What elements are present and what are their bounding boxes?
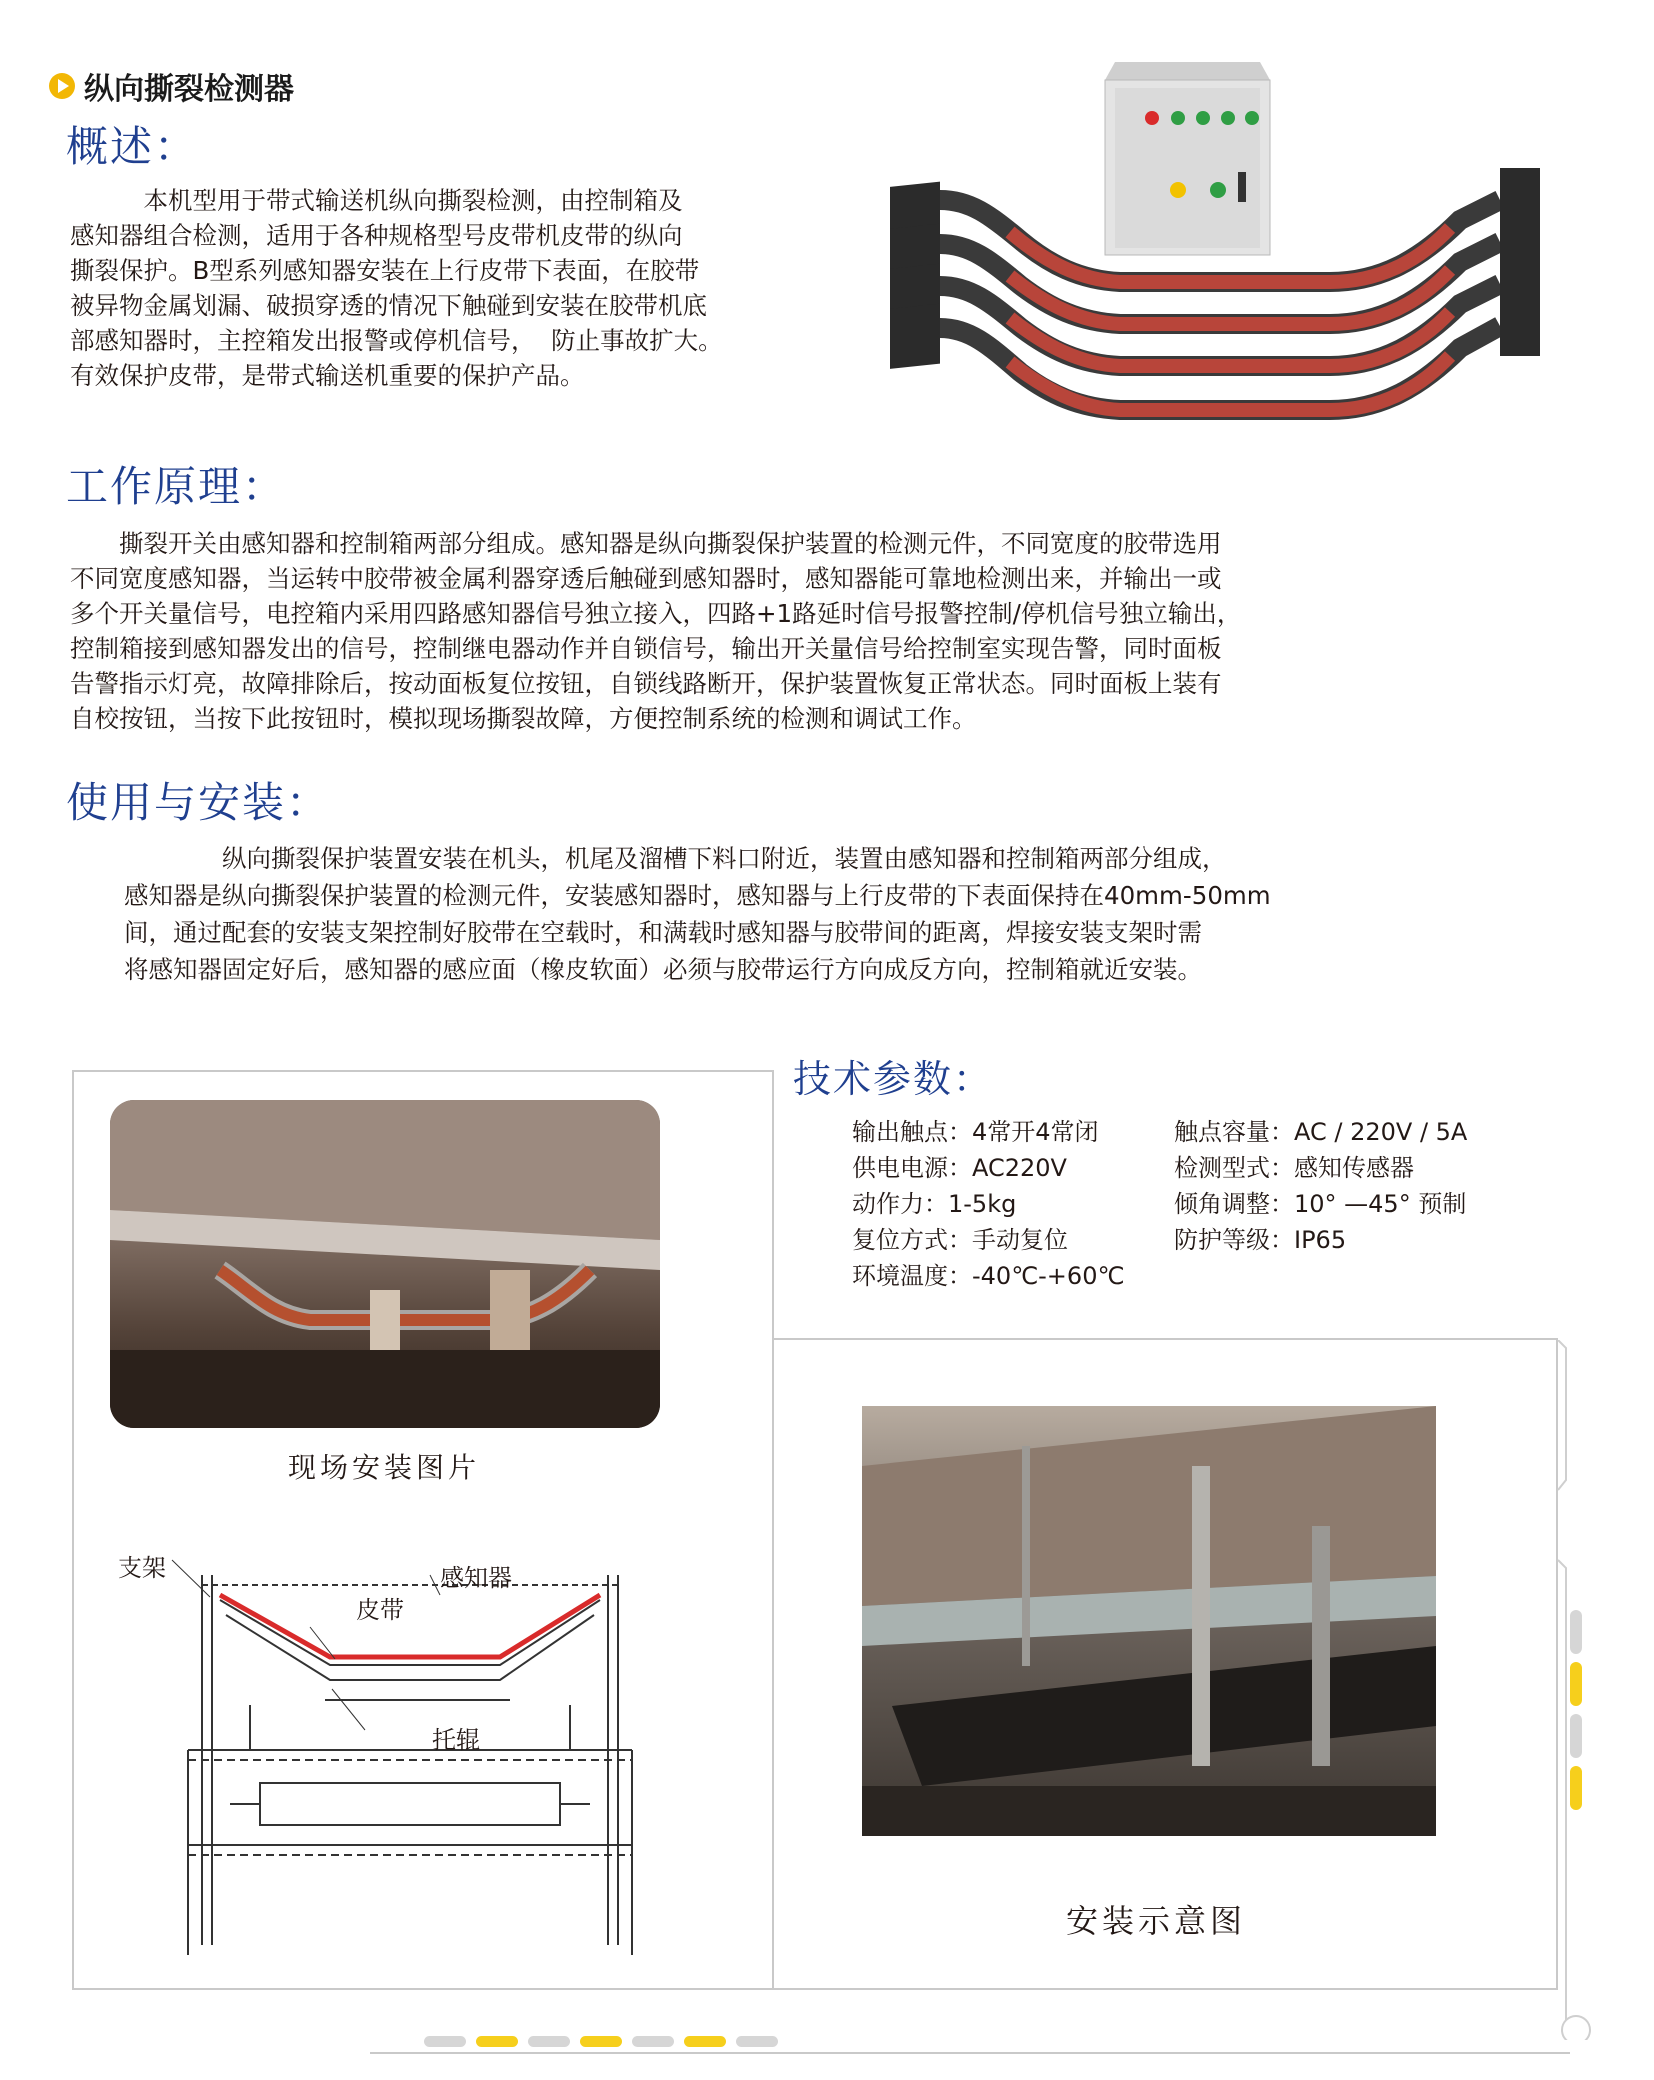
diagram-label-idler: 托辊 <box>432 1726 480 1754</box>
spec-row-3-left: 动作力：1-5kg <box>852 1190 1017 1218</box>
spec-row-4-left: 复位方式：手动复位 <box>852 1226 1068 1254</box>
frame-middle <box>772 1070 774 1990</box>
decorative-side-bar <box>1556 1340 1596 2040</box>
installation-photo <box>862 1406 1436 1836</box>
play-circle-icon <box>48 72 76 100</box>
frame-right-top <box>772 1338 1558 1340</box>
frame-left <box>72 1070 74 1990</box>
site-photo-caption: 现场安装图片 <box>288 1451 481 1484</box>
product-image <box>860 50 1580 470</box>
spec-row-1-left: 输出触点：4常开4常闭 <box>852 1118 1099 1146</box>
spec-row-2-right: 检测型式：感知传感器 <box>1174 1154 1414 1182</box>
diagram-label-sensor: 感知器 <box>440 1564 512 1592</box>
principle-title: 工作原理： <box>66 462 287 511</box>
diagram-label-bracket: 支架 <box>118 1554 166 1582</box>
site-installation-photo <box>110 1100 660 1428</box>
spec-row-5-left: 环境温度：-40℃-+60℃ <box>852 1262 1125 1290</box>
overview-paragraph: 本机型用于带式输送机纵向撕裂检测，由控制箱及 感知器组合检测，适用于各种规格型号皮带机皮带的纵向 撕裂保护。B型系列感知器安装在上行皮带下表面，在胶带 被异物金属划漏、破损穿透的情况下触碰到安装在胶带机底 部感知器时，主控箱发出报警或停机信号， 防止事故扩大。 有效保护皮带，是带式输送机重要的保护产品。 <box>70 186 723 390</box>
principle-paragraph: 撕裂开关由感知器和控制箱两部分组成。感知器是纵向撕裂保护装置的检测元件，不同宽度的胶带选用 不同宽度感知器，当运转中胶带被金属利器穿透后触碰到感知器时，感知器能可靠地检测出来，并输出一或 多个开关量信号，电控箱内采用四路感知器信号独立接入，四路+1路延时信号报警控制/停机信号独立输出， 控制箱接到感知器发出的信号，控制继电器动作并自锁信号，输出开关量信号给控制室实现告警，同时面板 告警指示灯亮，故障排除后，按动面板复位按钮，自锁线路断开，保护装置恢复正常状态。同时面板上装有 自校按钮，当按下此按钮时，模拟现场撕裂故障，方便控制系统的检测和调试工作。 <box>70 529 1242 733</box>
installation-paragraph: 纵向撕裂保护装置安装在机头，机尾及溜槽下料口附近，装置由感知器和控制箱两部分组成， 感知器是纵向撕裂保护装置的检测元件，安装感知器时，感知器与上行皮带的下表面保持在40mm-50mm 间，通过配套的安装支架控制好胶带在空载时，和满载时感知器与胶带间的距离，焊接安装支架时需 将感知器固定好后，感知器的感应面（橡皮软面）必须与胶带运行方向成反方向，控制箱就近安装。 <box>124 844 1271 984</box>
spec-row-1-right: 触点容量：AC / 220V / 5A <box>1174 1118 1468 1146</box>
specs-title: 技术参数： <box>793 1057 994 1101</box>
frame-top <box>72 1070 772 1072</box>
installation-title: 使用与安装： <box>66 778 331 827</box>
spec-row-4-right: 防护等级：IP65 <box>1174 1226 1347 1254</box>
install-diagram-caption: 安装示意图 <box>1066 1902 1247 1940</box>
control-box <box>1105 62 1270 255</box>
spec-row-2-left: 供电电源：AC220V <box>852 1154 1067 1182</box>
frame-bottom <box>72 1988 1558 1990</box>
bottom-rule <box>370 2052 1570 2054</box>
diagram-label-belt: 皮带 <box>356 1596 404 1624</box>
page-title: 纵向撕裂检测器 <box>84 72 294 107</box>
header <box>48 66 294 106</box>
spec-row-3-right: 倾角调整：10° —45° 预制 <box>1174 1190 1467 1218</box>
overview-title: 概述： <box>66 122 199 171</box>
